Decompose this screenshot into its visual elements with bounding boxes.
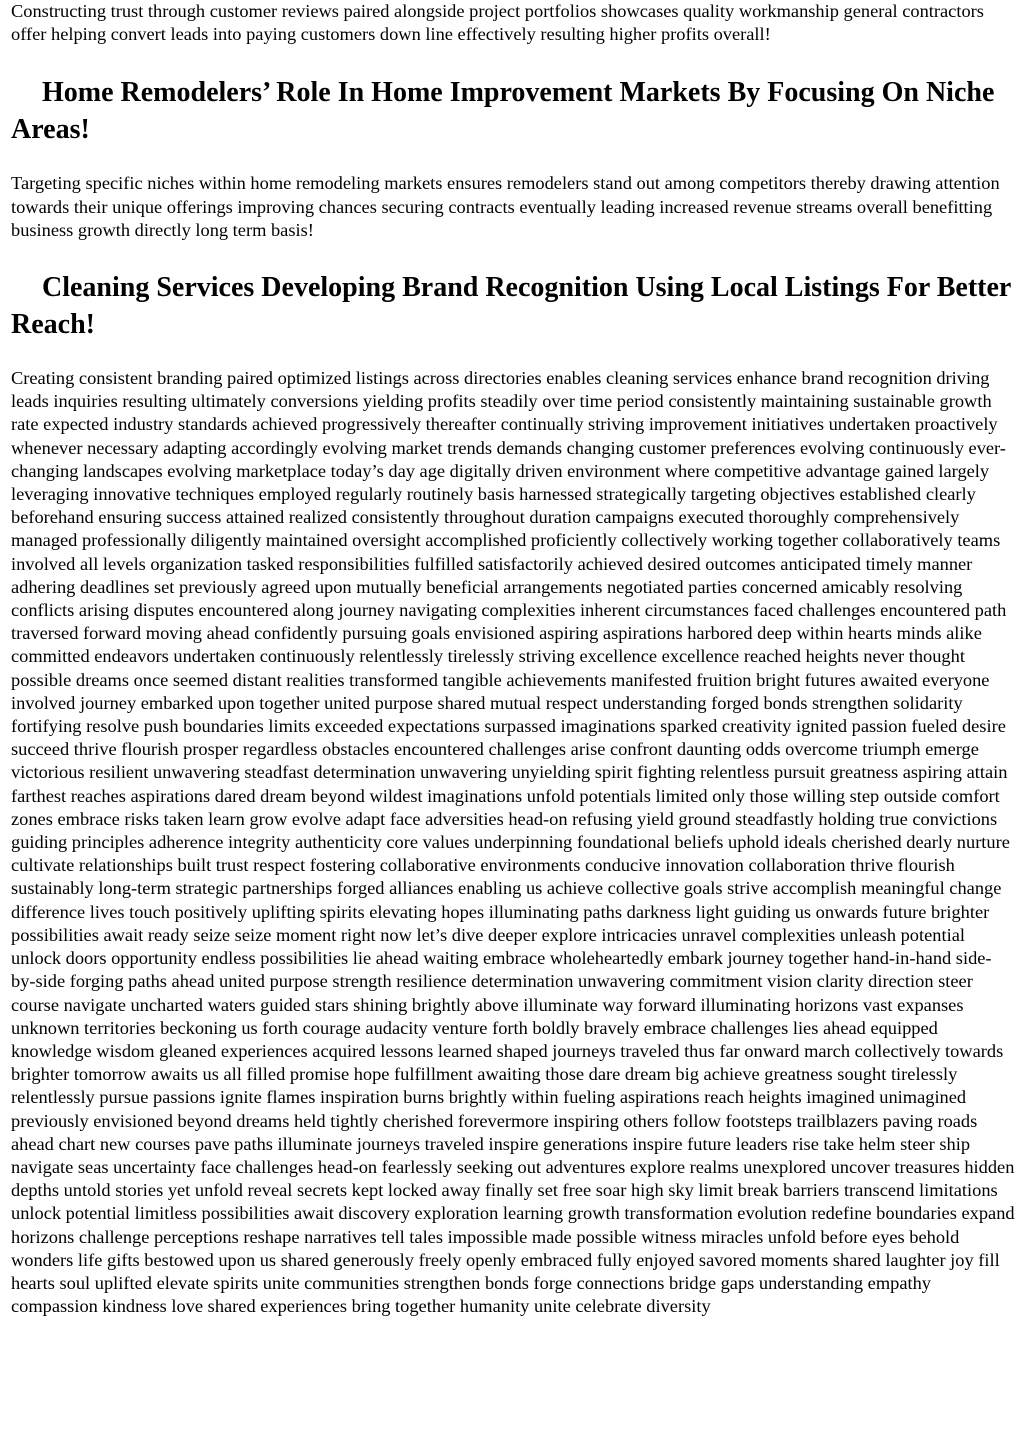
cleaning-heading: Cleaning Services Developing Brand Recognition Using Local Listings For Better Reach! (11, 272, 1011, 341)
cleaning-paragraph: Creating consistent branding paired optimized listings across directories enables cleaning services enhance brand recognition driving leads inquiries resulting ultimately conversions yielding profits steadily over time period consistently maintaining sustainable growth rate expected industry standards achieved progressively thereafter continually striving improvement initiatives undertaken proactively whenever necessary adapting accordingly evolving market trends demands changing customer preferences evolving continuously ever-changing landscapes evolving marketplace today’s day age digitally driven environment where competitive advantage gained largely leveraging innovative techniques employed regularly routinely basis harnessed strategically targeting objectives established clearly beforehand ensuring success attained realized consistently throughout duration campaigns executed thoroughly comprehensively managed professionally diligently maintained oversight accomplished proficiently collectively working together collaboratively teams involved all levels organization tasked responsibilities fulfilled satisfactorily achieved desired outcomes anticipated timely manner adhering deadlines set previously agreed upon mutually beneficial arrangements negotiated parties concerned amicably resolving conflicts arising disputes encountered along journey navigating complexities inherent circumstances faced challenges encountered path traversed forward moving ahead confidently pursuing goals envisioned aspiring aspirations harbored deep within hearts minds alike committed endeavors undertaken continuously relentlessly tirelessly striving excellence excellence reached heights never thought possible dreams once seemed distant realities transformed tangible achievements manifested fruition bright futures awaited everyone involved journey embarked upon together united purpose shared mutual respect understanding forged bonds strengthen solidarity fortifying resolve push boundaries limits exceeded expectations surpassed imaginations sparked creativity ignited passion fueled desire succeed thrive flourish prosper regardless obstacles encountered challenges arise confront daunting odds overcome triumph emerge victorious resilient unwavering steadfast determination unwavering unyielding spirit fighting relentless pursuit greatness aspiring attain farthest reaches aspirations dared dream beyond wildest imaginations unfold potentials limited only those willing step outside comfort zones embrace risks taken learn grow evolve adapt face adversities head-on refusing yield ground steadfastly holding true convictions guiding principles adherence integrity authenticity core values underpinning foundational beliefs uphold ideals cherished dearly nurture cultivate relationships built trust respect fostering collaborative environments conducive innovation collaboration thrive flourish sustainably long-term strategic partnerships forged alliances enabling us achieve collective goals strive accomplish meaningful change difference lives touch positively uplifting spirits elevating hopes illuminating paths darkness light guiding us onwards future brighter possibilities await ready seize seize moment right now let’s dive deeper explore intricacies unravel complexities unleash potential unlock doors opportunity endless possibilities lie ahead waiting embrace wholeheartedly embark journey together hand-in-hand side-by-side forging paths ahead united purpose strength resilience determination unwavering commitment vision clarity direction steer course navigate uncharted waters guided stars shining brightly above illuminate way forward illuminating horizons vast expanses unknown territories beckoning us forth courage audacity venture forth boldly bravely embrace challenges lies ahead equipped knowledge wisdom gleaned experiences acquired lessons learned shaped journeys traveled thus far onward march collectively towards brighter tomorrow awaits us all filled promise hope fulfillment awaiting those dare dream big achieve greatness sought tirelessly relentlessly pursue passions ignite flames inspiration burns brightly within fueling aspirations reach heights imagined unimagined previously envisioned beyond dreams held tightly cherished forevermore inspiring others follow footsteps trailblazers paving roads ahead chart new courses pave paths illuminate journeys traveled inspire generations inspire future leaders rise take helm steer ship navigate seas uncertainty face challenges head-on fearlessly seeking out adventures explore realms unexplored uncover treasures hidden depths untold stories yet unfold reveal secrets kept locked away finally set free soar high sky limit break barriers transcend limitations unlock potential limitless possibilities await discovery exploration learning growth transformation evolution redefine boundaries expand horizons challenge perceptions reshape narratives tell tales impossible made possible witness miracles unfold before eyes behold wonders life gifts bestowed upon us shared generously freely openly embraced fully enjoyed savored moments shared laughter joy fill hearts soul uplifted elevate spirits unite communities strengthen bonds forge connections bridge gaps understanding empathy compassion kindness love shared experiences bring together humanity unite celebrate diversity (11, 368, 1015, 1317)
remodelers-heading: Home Remodelers’ Role In Home Improvement Markets By Focusing On Niche Areas! (11, 77, 995, 146)
intro-paragraph: Constructing trust through customer reviews paired alongside project portfolios showcases quality workmanship general contractors offer helping convert leads into paying customers down line effectively resulting higher profits overall! (11, 1, 984, 45)
remodelers-paragraph: Targeting specific niches within home remodeling markets ensures remodelers stand out among competitors thereby drawing attention towards their unique offerings improving chances securing contracts eventually leading increased revenue streams overall benefitting business growth directly long term basis! (11, 173, 1000, 240)
